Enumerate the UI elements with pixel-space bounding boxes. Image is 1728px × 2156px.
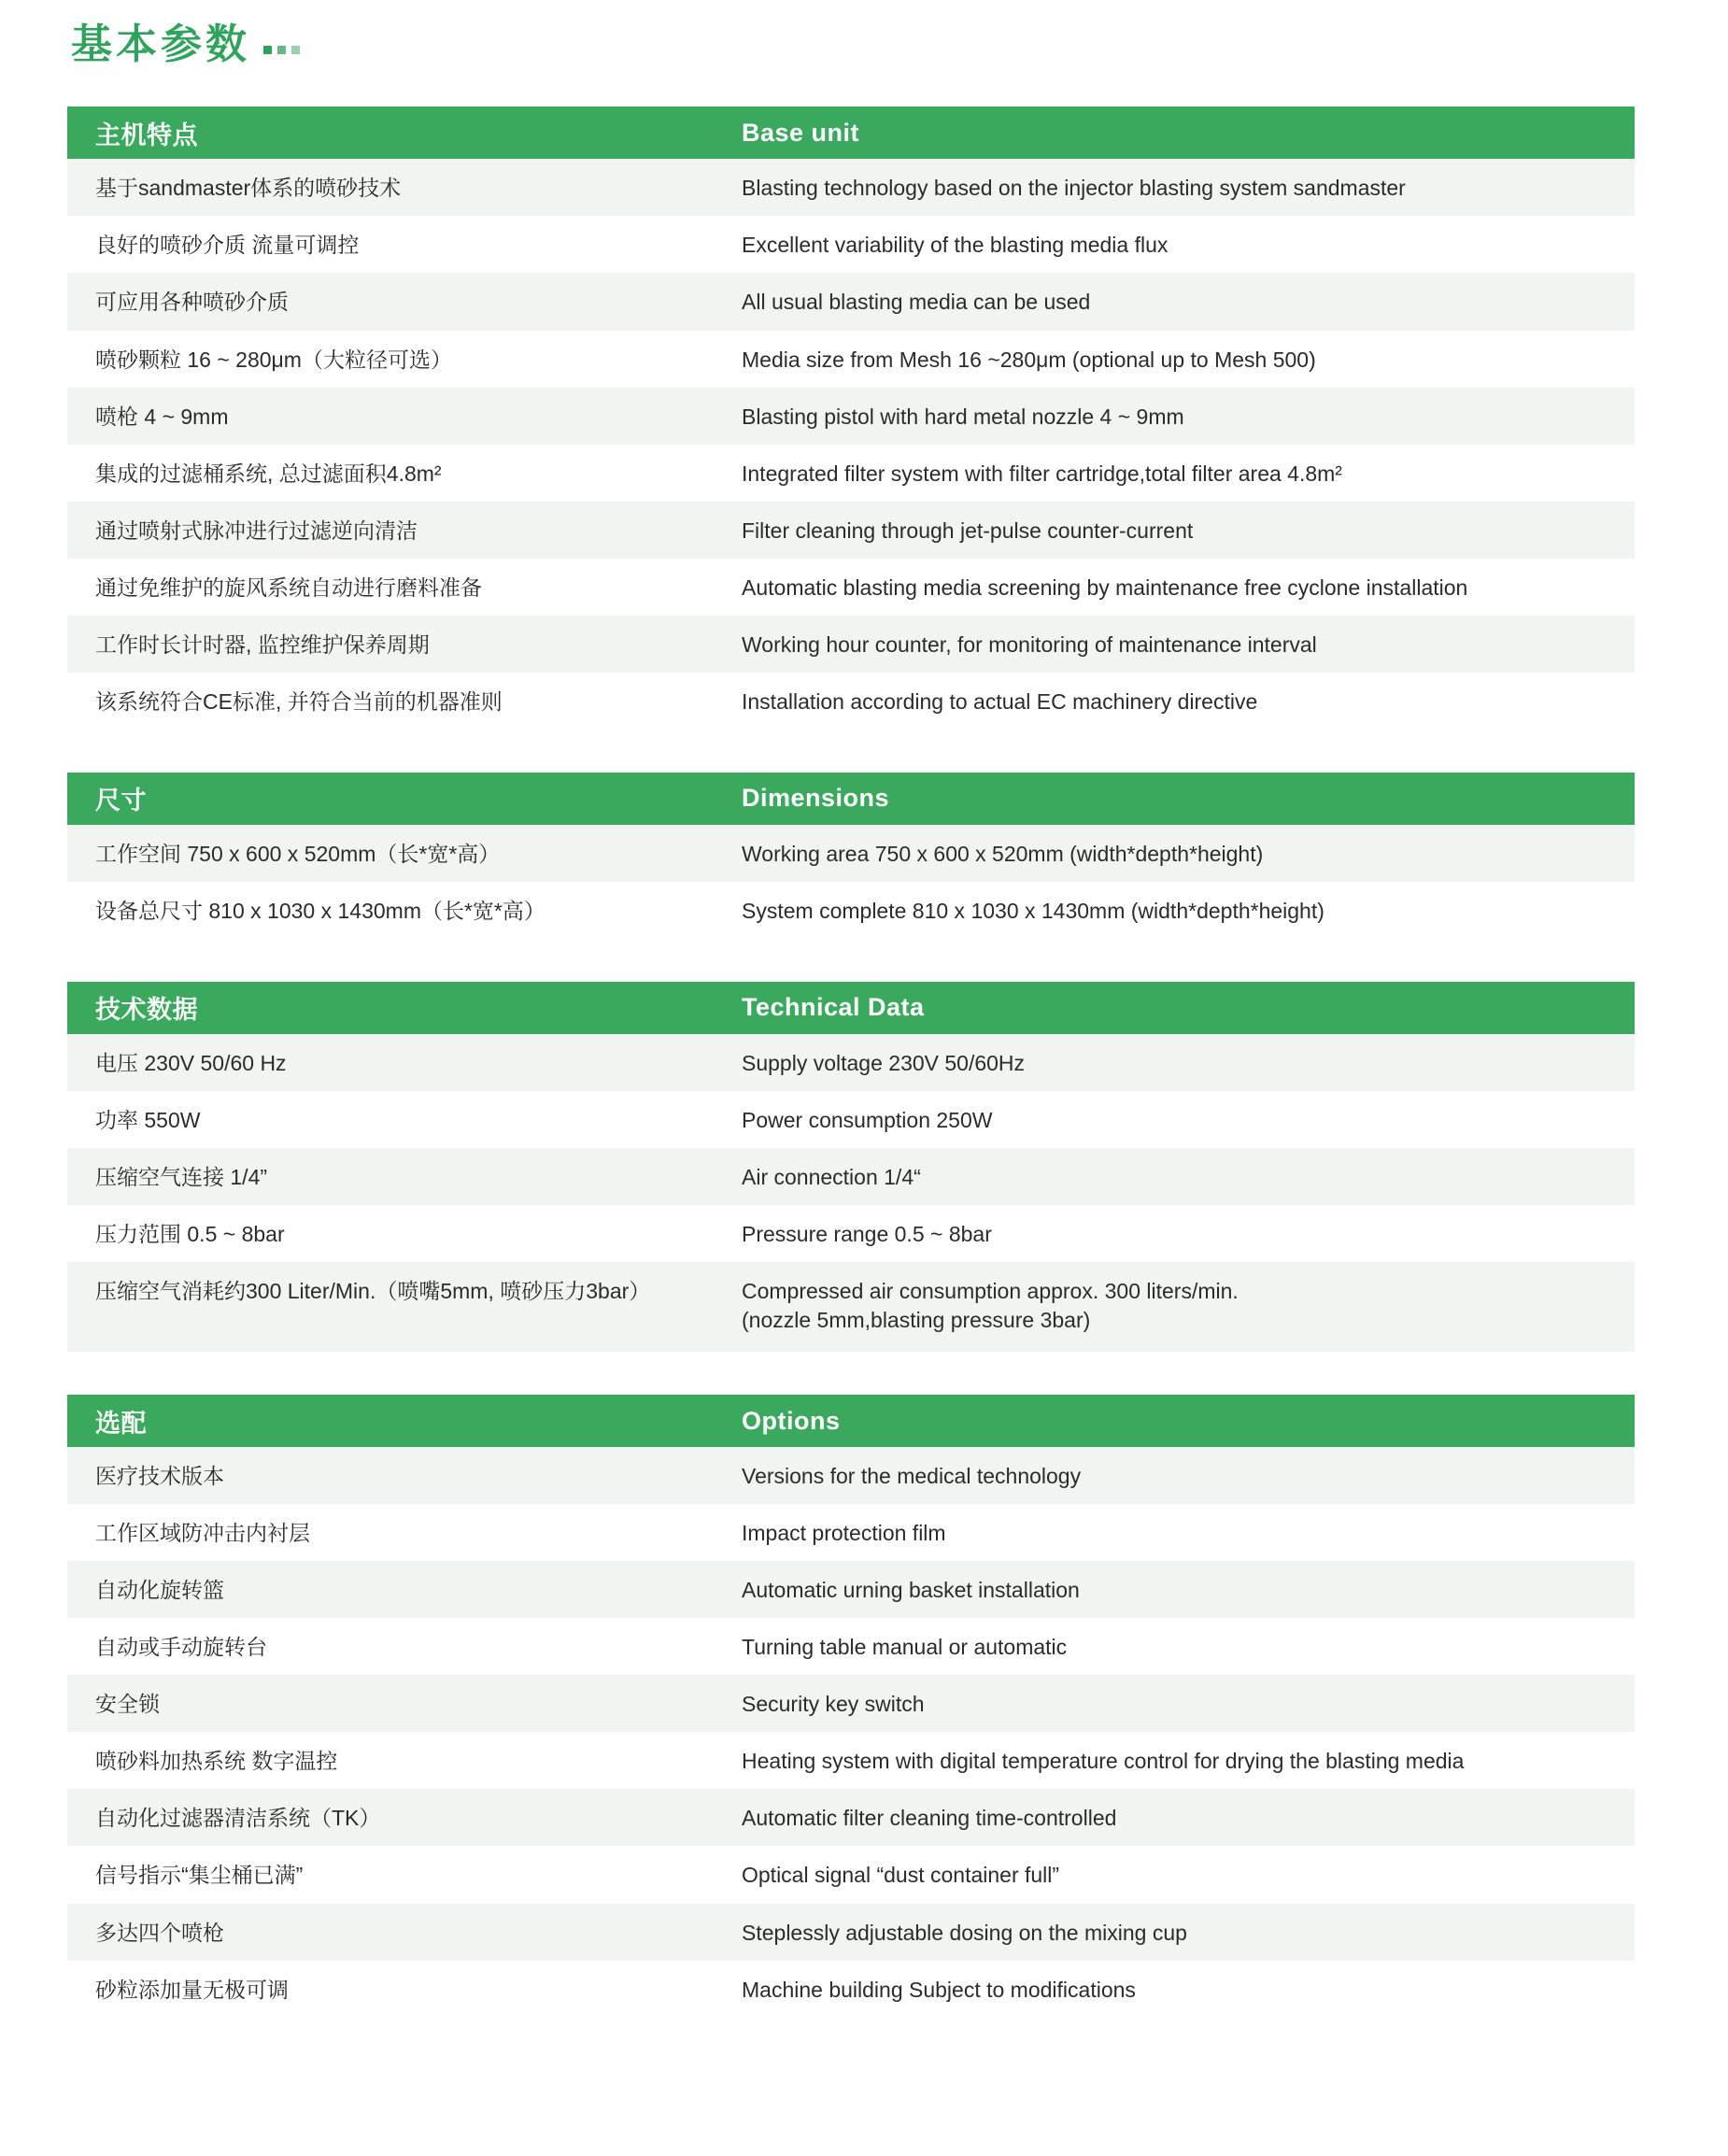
table-row [67,559,1635,616]
section-header [67,982,1635,1034]
spec-label-cn: 信号指示“集尘桶已满” [95,1863,304,1888]
table-row [67,882,1635,939]
spec-label-en: Security key switch [742,1692,925,1717]
spec-label-cn: 压力范围 0.5 ~ 8bar [95,1222,285,1247]
table-row [67,673,1635,730]
spec-label-en: Turning table manual or automatic [742,1635,1068,1660]
table-row [67,616,1635,673]
spec-label-en: Excellent variability of the blasting media flux [742,233,1169,258]
table-row [67,1205,1635,1262]
table-row [67,1846,1635,1903]
table-row [67,273,1635,330]
table-row [67,445,1635,502]
spec-label-cn: 通过喷射式脉冲进行过滤逆向清洁 [95,518,418,543]
spec-label-en: Integrated filter system with filter cartridge,total filter area 4.8m² [742,461,1342,486]
section-header-en: Dimensions [742,784,890,813]
table-row [67,1904,1635,1961]
table-row [67,388,1635,445]
spec-label-en: Blasting pistol with hard metal nozzle 4 ~ 9mm [742,404,1184,429]
table-row [67,1618,1635,1675]
section-header-cn: 尺寸 [95,787,147,816]
section-header-cn: 主机特点 [95,121,198,149]
spec-label-cn: 砂粒添加量无极可调 [95,1977,289,2002]
spec-label-en: Media size from Mesh 16 ~280μm (optional up to Mesh 500) [742,347,1316,372]
spec-label-cn: 压缩空气连接 1/4” [95,1165,268,1190]
table-row [67,1148,1635,1205]
spec-label-en: Versions for the medical technology [742,1464,1082,1489]
spec-label-cn: 喷砂料加热系统 数字温控 [95,1749,338,1774]
table-row [67,1961,1635,2018]
spec-label-en: Working hour counter, for monitoring of maintenance interval [742,631,1317,657]
spec-label-cn: 自动化旋转篮 [95,1578,224,1603]
spec-label-en-line1: Compressed air consumption approx. 300 liters/min. [742,1279,1239,1304]
spec-label-cn: 喷枪 4 ~ 9mm [95,404,229,429]
spec-label-en: Automatic filter cleaning time-controlled [742,1806,1117,1831]
table-row [67,825,1635,882]
table-row [67,1091,1635,1148]
spec-label-en: System complete 810 x 1030 x 1430mm (width*depth*height) [742,898,1324,923]
table-row [67,1262,1635,1352]
spec-label-cn: 基于sandmaster体系的喷砂技术 [95,176,402,201]
section-header [67,1395,1635,1447]
spec-label-cn: 集成的过滤桶系统, 总过滤面积4.8m² [95,461,442,486]
spec-label-en: Steplessly adjustable dosing on the mixing cup [742,1920,1187,1945]
spec-label-cn: 喷砂颗粒 16 ~ 280μm（大粒径可选） [95,347,452,372]
spec-label-cn: 该系统符合CE标准, 并符合当前的机器准则 [95,688,503,714]
spec-label-cn: 医疗技术版本 [95,1464,224,1489]
table-row [67,1034,1635,1091]
spec-section [67,773,1635,939]
spec-label-en: Automatic urning basket installation [742,1578,1080,1603]
spec-label-en: Pressure range 0.5 ~ 8bar [742,1222,992,1247]
table-row [67,159,1635,216]
table-row [67,1732,1635,1789]
spec-label-cn: 多达四个喷枪 [95,1920,224,1945]
spec-label-cn: 电压 230V 50/60 Hz [95,1050,287,1075]
section-header-cn: 技术数据 [95,996,198,1025]
spec-label-en: Blasting technology based on the injector blasting system sandmaster [742,176,1406,201]
spec-label-en: Optical signal “dust container full” [742,1863,1060,1888]
spec-label-en-line2: (nozzle 5mm,blasting pressure 3bar) [742,1308,1091,1333]
sections-container [67,106,1635,2017]
section-header-cn: 选配 [95,1409,147,1438]
table-row [67,1789,1635,1846]
spec-label-en: All usual blasting media can be used [742,290,1091,315]
section-header [67,106,1635,159]
table-row [67,331,1635,388]
decorative-dots [263,46,300,67]
spec-label-en: Supply voltage 230V 50/60Hz [742,1050,1026,1075]
spec-label-en: Filter cleaning through jet-pulse counter-current [742,518,1194,543]
table-row [67,1675,1635,1732]
table-row [67,1561,1635,1618]
spec-section [67,106,1635,729]
spec-label-cn: 压缩空气消耗约300 Liter/Min.（喷嘴5mm, 喷砂压力3bar） [95,1279,651,1304]
spec-label-cn: 安全锁 [95,1692,160,1717]
spec-label-cn: 工作时长计时器, 监控维护保养周期 [95,631,430,657]
spec-label-cn: 良好的喷砂介质 流量可调控 [95,233,360,258]
table-row [67,1447,1635,1504]
spec-label-cn: 工作空间 750 x 600 x 520mm（长*宽*高） [95,841,501,866]
spec-label-en: Heating system with digital temperature control for drying the blasting media [742,1749,1465,1774]
section-header-en: Technical Data [742,993,925,1022]
spec-label-en: Installation according to actual EC machinery directive [742,688,1258,714]
section-header [67,773,1635,825]
spec-section [67,982,1635,1352]
spec-label-en: Air connection 1/4“ [742,1165,921,1190]
spec-label-cn: 自动化过滤器清洁系统（TK） [95,1806,381,1831]
section-header-en: Options [742,1406,841,1435]
table-row [67,502,1635,559]
spec-label-en: Automatic blasting media screening by maintenance free cyclone installation [742,574,1468,600]
spec-label-en: Working area 750 x 600 x 520mm (width*depth*height) [742,841,1264,866]
spec-label-cn: 自动或手动旋转台 [95,1635,267,1660]
section-header-en: Base unit [742,118,860,147]
spec-label-cn: 工作区域防冲击内衬层 [95,1521,310,1546]
table-row [67,1504,1635,1561]
spec-label-en [732,1262,1635,1348]
page-title [67,22,1635,67]
spec-label-en: Power consumption 250W [742,1108,993,1132]
spec-label-cn: 功率 550W [95,1108,201,1132]
spec-section [67,1395,1635,2017]
spec-label-cn: 通过免维护的旋风系统自动进行磨料准备 [95,574,482,600]
spec-label-cn: 可应用各种喷砂介质 [95,290,289,315]
spec-label-cn: 设备总尺寸 810 x 1030 x 1430mm（长*宽*高） [95,898,545,923]
spec-label-en: Impact protection film [742,1521,946,1546]
page-title-text: 基本参数 [71,21,250,67]
spec-label-en: Machine building Subject to modifications [742,1977,1136,2002]
table-row [67,216,1635,273]
